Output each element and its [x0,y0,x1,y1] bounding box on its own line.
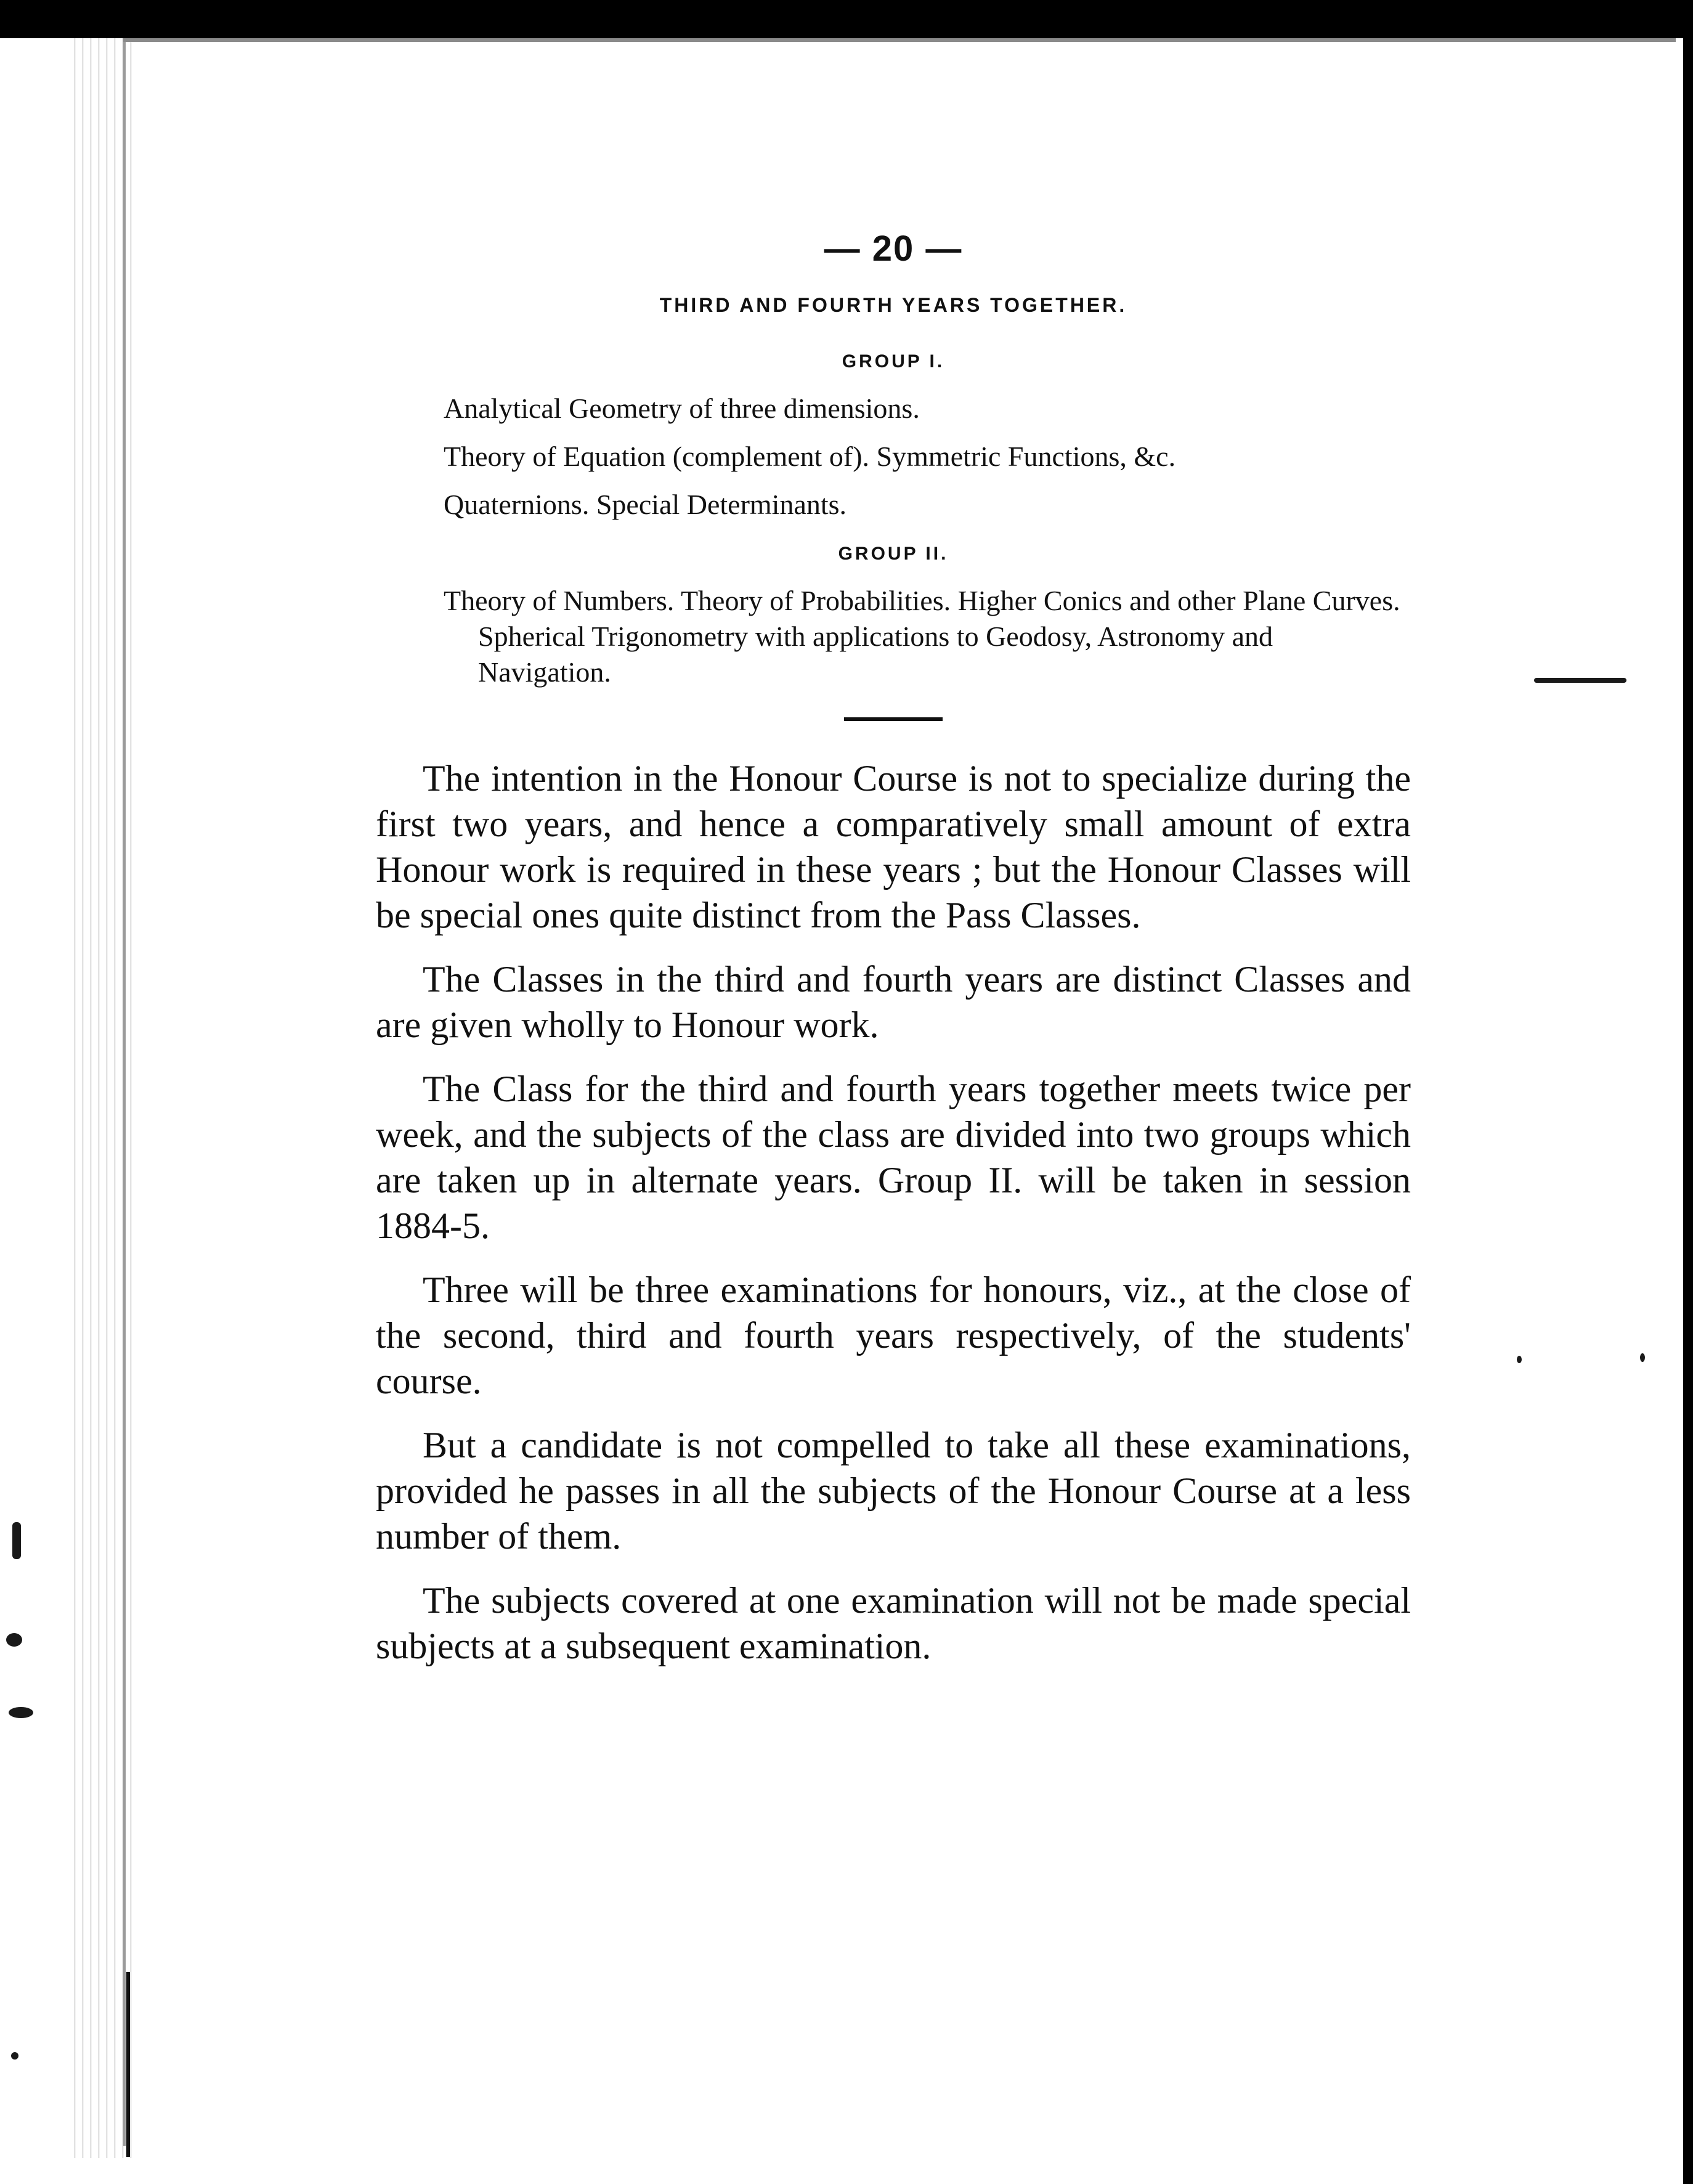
section-divider [844,717,943,721]
page-edge-shadow [126,1972,130,2157]
scan-border-top [0,0,1693,38]
page-top-edge [123,38,1676,42]
page-content [376,228,1411,1687]
scan-speck [1534,678,1626,683]
section-title: THIRD AND FOURTH YEARS TOGETHER. [659,294,1127,316]
group-1 [376,351,1411,523]
page-edge-line [123,38,126,2146]
scan-speck [11,2052,18,2060]
body-paragraph: The subjects covered at one examination will not be made special subjects at a subsequent examination. [376,1580,1411,1666]
body-paragraph: Three will be three examinations for honours, viz., at the close of the second, third and fourth years respectively, of the students' course. [376,1269,1411,1401]
body-paragraph: The Class for the third and fourth years together meets twice per week, and the subjects of the class are divided into two groups which are taken up in alternate years. Group II. will be taken in session 1884-5. [376,1069,1411,1246]
scan-speck [6,1633,22,1647]
scan-speck [1517,1356,1522,1363]
page-number: — 20 — [824,229,963,269]
subject-item: Theory of Numbers. Theory of Probabilities. Higher Conics and other Plane Curves. Spherical Trigonometry with applications to Geodosy, Astronomy and Navigation. [444,585,1400,688]
scan-speck [9,1707,33,1718]
group-2 [376,544,1411,690]
body-paragraph: The intention in the Honour Course is not to specialize during the first two years, and hence a comparatively small amount of extra Honour work is required in these years ; but the Honour Classes will be special ones quite distinct from the Pass Classes. [376,758,1411,935]
group-heading: GROUP II. [838,544,949,564]
scan-speck [1640,1353,1645,1362]
subject-item: Analytical Geometry of three dimensions. [444,393,920,424]
body-paragraph: But a candidate is not compelled to take all these examinations, provided he passes in all the subjects of the Honour Course at a less number of them. [376,1425,1411,1557]
group-heading: GROUP I. [842,351,945,372]
subject-item: Theory of Equation (complement of). Symmetric Functions, &c. [444,441,1176,472]
scan-speck [12,1522,21,1559]
subject-item: Quaternions. Special Determinants. [444,489,847,520]
scan-border-right [1683,0,1693,2184]
body-paragraph: The Classes in the third and fourth years are distinct Classes and are given wholly to Honour work. [376,959,1411,1045]
